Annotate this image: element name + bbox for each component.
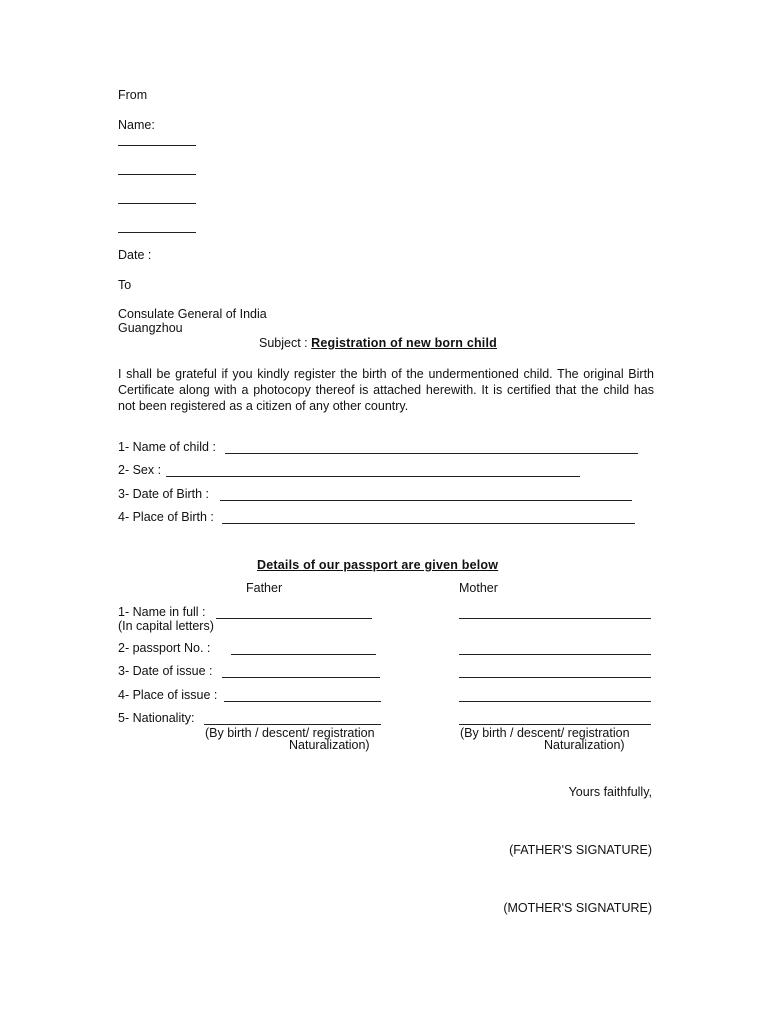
child-pob-line[interactable] xyxy=(222,523,635,524)
father-signature-label: (FATHER'S SIGNATURE) xyxy=(509,843,652,857)
closing-yours: Yours faithfully, xyxy=(568,785,652,799)
sender-line-3[interactable] xyxy=(118,203,196,204)
mother-issue-place-line[interactable] xyxy=(459,701,651,702)
name-hint: (In capital letters) xyxy=(118,619,214,633)
mother-nationality-note-2: Naturalization) xyxy=(544,738,625,752)
mother-nationality-line[interactable] xyxy=(459,724,651,725)
mother-signature-label: (MOTHER'S SIGNATURE) xyxy=(503,901,652,915)
issue-place-label: 4- Place of issue : xyxy=(118,688,218,702)
father-label: Father xyxy=(246,581,283,595)
body-paragraph: I shall be grateful if you kindly register the birth of the undermentioned child. The original Birth Certificate along with a photocopy thereof is attached herewith. It is certified that the child has not been registered as a citizen of any other country. xyxy=(118,367,654,413)
name-label: Name: xyxy=(118,118,155,132)
father-nationality-note-1: (By birth / descent/ registration xyxy=(205,726,375,740)
child-name-line[interactable] xyxy=(225,453,638,454)
from-label: From xyxy=(118,88,148,102)
mother-passport-line[interactable] xyxy=(459,654,651,655)
mother-label: Mother xyxy=(459,581,498,595)
recipient-line-1: Consulate General of India xyxy=(118,307,267,321)
father-nationality-note-2: Naturalization) xyxy=(289,738,370,752)
subject-prefix: Subject : xyxy=(259,336,308,350)
child-dob-label: 3- Date of Birth : xyxy=(118,487,210,501)
father-issue-date-line[interactable] xyxy=(222,677,380,678)
father-passport-line[interactable] xyxy=(231,654,376,655)
issue-date-label: 3- Date of issue : xyxy=(118,664,213,678)
nationality-label: 5- Nationality: xyxy=(118,711,195,725)
mother-issue-date-line[interactable] xyxy=(459,677,651,678)
mother-nationality-note-1: (By birth / descent/ registration xyxy=(460,726,630,740)
child-sex-line[interactable] xyxy=(166,476,580,477)
child-name-label: 1- Name of child : xyxy=(118,440,216,454)
subject-title: Registration of new born child xyxy=(311,336,497,350)
passport-number-label: 2- passport No. : xyxy=(118,641,211,655)
subject-line xyxy=(259,336,497,350)
passport-section-title: Details of our passport are given below xyxy=(257,558,499,572)
father-issue-place-line[interactable] xyxy=(224,701,381,702)
father-nationality-line[interactable] xyxy=(204,724,381,725)
recipient-line-2: Guangzhou xyxy=(118,321,183,335)
sender-line-2[interactable] xyxy=(118,174,196,175)
father-name-line[interactable] xyxy=(216,618,372,619)
child-sex-label: 2- Sex : xyxy=(118,463,162,477)
sender-line-4[interactable] xyxy=(118,232,196,233)
sender-line-1[interactable] xyxy=(118,145,196,146)
mother-name-line[interactable] xyxy=(459,618,651,619)
passport-name-label: 1- Name in full : xyxy=(118,605,206,619)
to-label: To xyxy=(118,278,132,292)
child-dob-line[interactable] xyxy=(220,500,632,501)
child-pob-label: 4- Place of Birth : xyxy=(118,510,214,524)
date-label: Date : xyxy=(118,248,152,262)
